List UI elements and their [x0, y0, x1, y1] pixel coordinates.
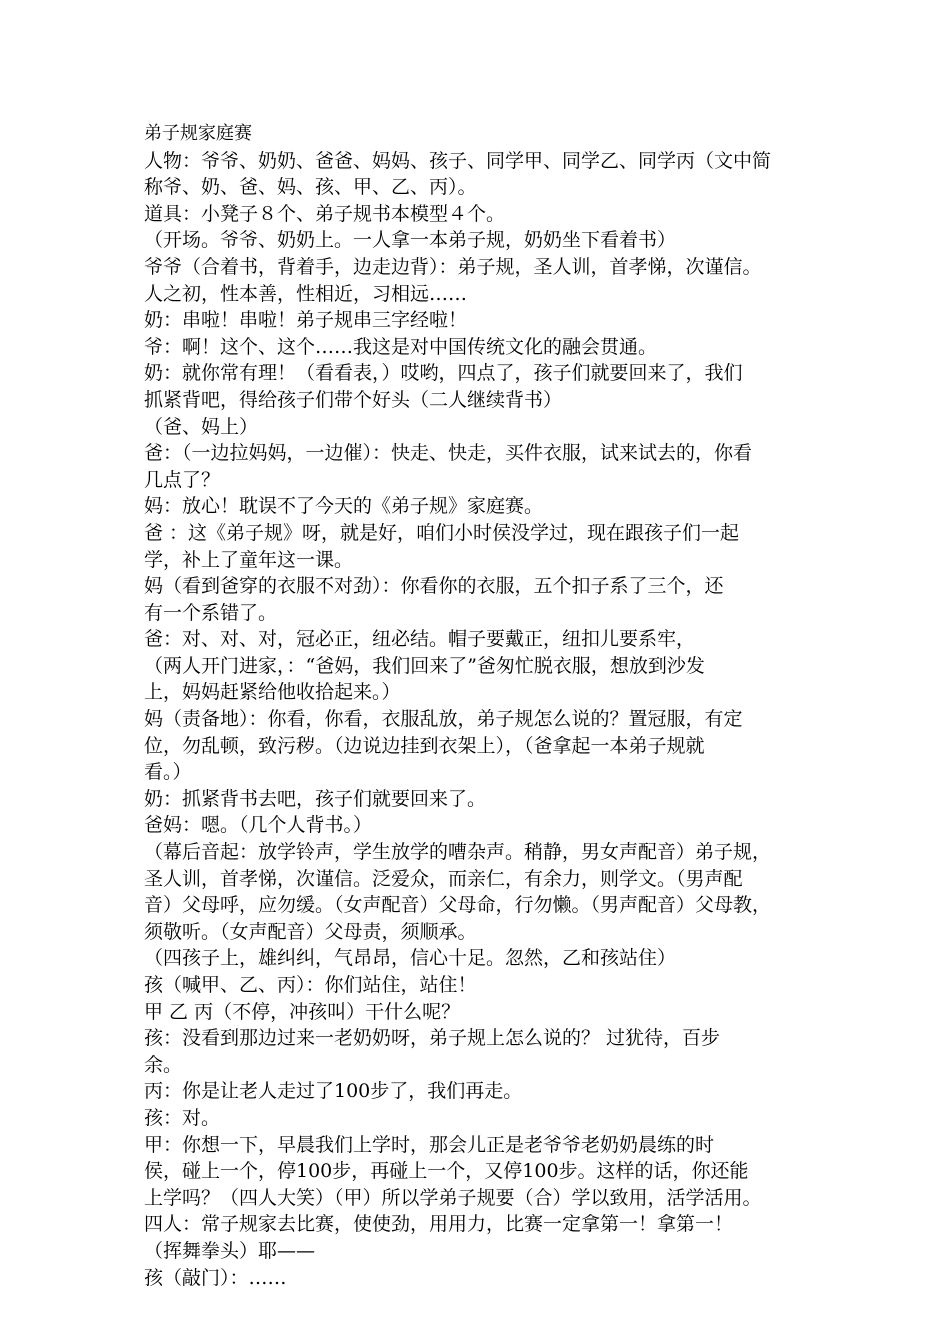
- text-line: 有一个系错了。: [144, 601, 278, 624]
- text-line: （爸、妈上）: [144, 415, 259, 438]
- text-line: （挥舞拳头）耶——: [144, 1239, 316, 1262]
- text-line: （开场。爷爷、奶奶上。一人拿一本弟子规，奶奶坐下看着书）: [144, 229, 677, 252]
- text-line: 圣人训，首孝悌，次谨信。泛爱众，而亲仁，有余力，则学文。（男声配: [144, 867, 743, 890]
- text-line: 爸：（一边拉妈妈，一边催）：快走、快走，买件衣服，试来试去的，你看: [144, 442, 753, 465]
- text-line: 学，补上了童年这一课。: [144, 548, 354, 571]
- text-line: 孩：对。: [144, 1106, 221, 1129]
- text-line: 孩（喊甲、乙、丙）：你们站住，站住！: [144, 974, 477, 996]
- text-line: （四孩子上，雄纠纠，气昂昂，信心十足。忽然，乙和孩站住）: [144, 947, 677, 970]
- text-line: 甲 乙 丙（不停，冲孩叫）干什么呢？: [144, 1000, 461, 1023]
- text-line: 爷：啊！这个、这个……我这是对中国传统文化的融会贯通。: [144, 335, 658, 358]
- text-line: 奶：就你常有理！（看看表，）哎哟，四点了，孩子们就要回来了，我们: [144, 362, 743, 385]
- text-line: 音）父母呼，应勿缓。（女声配音）父母命，行勿懒。（男声配音）父母教，: [144, 894, 772, 917]
- text-line: 人物：爷爷、奶奶、爸爸、妈妈、孩子、同学甲、同学乙、同学丙（文中简: [144, 149, 772, 172]
- text-line: 妈：放心！耽误不了今天的《弟子规》家庭赛。: [144, 495, 544, 518]
- text-line: 称爷、奶、爸、妈、孩、甲、乙、丙）。: [144, 176, 477, 199]
- document-title: 弟子规家庭赛: [144, 123, 252, 144]
- text-line: 奶：串啦！串啦！弟子规串三字经啦！: [144, 309, 468, 332]
- text-line: 孩（敲门）：……: [144, 1266, 287, 1289]
- text-line: 侯，碰上一个，停100步，再碰上一个，又停100步。这样的话，你还能: [144, 1160, 749, 1183]
- text-line: 位，勿乱顿，致污秽。（边说边挂到衣架上），（爸拿起一本弟子规就: [144, 734, 705, 757]
- text-line: 人之初，性本善，性相近，习相远……: [144, 282, 468, 305]
- text-line: 爷爷（合着书，背着手，边走边背）：弟子规，圣人训，首孝悌，次谨信。: [144, 255, 762, 278]
- text-line: 余。: [144, 1053, 183, 1076]
- text-line: 甲：你想一下，早晨我们上学时，那会儿正是老爷爷老奶奶晨练的时: [144, 1133, 715, 1156]
- text-line: 爸 ：这《弟子规》呀，就是好，咱们小时侯没学过，现在跟孩子们一起: [144, 521, 740, 544]
- text-line: 须敬听。（女声配音）父母责，须顺承。: [144, 920, 477, 943]
- script-text: [144, 121, 814, 1291]
- text-line: 爸妈：嗯。（几个人背书。）: [144, 814, 373, 837]
- text-line: 上，妈妈赶紧给他收拾起来。）: [144, 681, 401, 704]
- text-line: 上学吗？（四人大笑）（甲）所以学弟子规要（合）学以致用，活学活用。: [144, 1186, 762, 1209]
- text-line: 道具：小凳子８个、弟子规书本模型４个。: [144, 202, 506, 225]
- text-line: 妈（责备地）：你看，你看，衣服乱放，弟子规怎么说的？置冠服，有定: [144, 708, 743, 731]
- text-line: 看。）: [144, 761, 192, 784]
- text-line: （幕后音起：放学铃声，学生放学的嘈杂声。稍静，男女声配音）弟子规，: [144, 841, 772, 864]
- text-line: 爸：对、对、对，冠必正，纽必结。帽子要戴正，纽扣儿要系牢，: [144, 628, 696, 651]
- text-line: 丙：你是让老人走过了100步了，我们再走。: [144, 1080, 523, 1103]
- text-line: 孩：没看到那边过来一老奶奶呀，弟子规上怎么说的？ 过犹待，百步: [144, 1027, 721, 1050]
- text-line: 抓紧背吧，得给孩子们带个好头（二人继续背书）: [144, 388, 563, 411]
- text-line: 几点了？: [144, 468, 221, 491]
- text-line: 妈（看到爸穿的衣服不对劲）：你看你的衣服，五个扣子系了三个，还: [144, 575, 724, 598]
- text-line: 四人：常子规家去比赛，使使劲，用用力，比赛一定拿第一！拿第一！: [144, 1213, 734, 1236]
- text-line: 奶：抓紧背书去吧，孩子们就要回来了。: [144, 787, 487, 810]
- text-line: （两人开门进家，：“爸妈，我们回来了”爸匆忙脱衣服，想放到沙发: [144, 654, 705, 677]
